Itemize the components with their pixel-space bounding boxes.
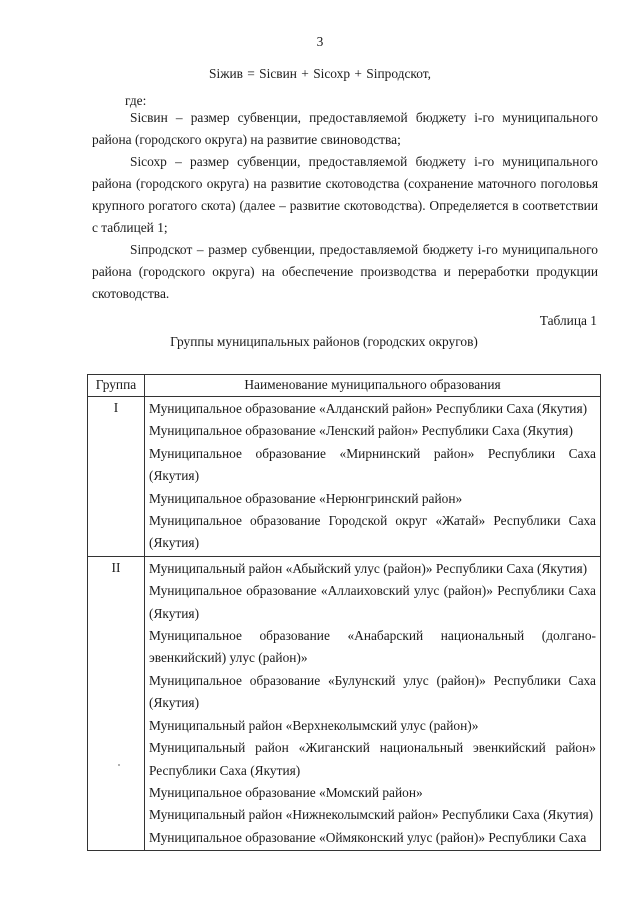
municipality-name: Муниципальное образование «Нерюнгринский район» [149, 490, 463, 506]
paragraph-siпродскот: Siпродскот – размер субвенции, предоставляемой бюджету i-го муниципального района (городского округа) на обеспечение производства и переработки продукции скотоводства. [92, 242, 598, 301]
page-number: 3 [316, 34, 324, 49]
municipality-name: Муниципальное образование «Ленский район» Республики Саха (Якутия) [149, 423, 573, 439]
scan-dot [118, 764, 120, 766]
municipality-name: Муниципальный район «Нижнеколымский район» Республики Саха (Якутия) [149, 807, 594, 823]
names-cell [145, 397, 601, 557]
municipality-name: Муниципальное образование «Момский район» [149, 784, 423, 800]
paragraph-siсохр: Siсохр – размер субвенции, предоставляемой бюджету i-го муниципального района (городского округа) на развитие скотоводства (сохранение маточного поголовья крупного рогатого скота) (далее – развитие скотоводства). Определяется в соответствии с таблицей 1; [92, 154, 598, 235]
table-row [88, 556, 601, 850]
header-name: Наименование муниципального образования [145, 375, 601, 397]
municipality-name: Муниципальный район «Верхнеколымский улус (район)» [149, 717, 479, 733]
group-cell: II [88, 556, 145, 850]
municipality-name: Муниципальное образование Городской округ «Жатай» Республики Саха (Якутия) [149, 513, 596, 551]
where-label: где: [125, 93, 147, 108]
table-title: Группы муниципальных районов (городских округов) [170, 334, 478, 349]
paragraph-siсвин: Siсвин – размер субвенции, предоставляемой бюджету i-го муниципального района (городского округа) на развитие свиноводства; [92, 110, 598, 147]
municipality-name: Муниципальное образование «Анабарский национальный (долгано-эвенкийский) улус (район)» [149, 628, 596, 666]
municipality-name: Муниципальный район «Абыйский улус (район)» Республики Саха (Якутия) [149, 560, 588, 576]
table-header-row [88, 375, 601, 397]
municipality-name: Муниципальное образование «Аллаиховский улус (район)» Республики Саха (Якутия) [149, 583, 596, 621]
group-cell: I [88, 397, 145, 557]
municipality-name: Муниципальное образование «Оймяконский улус (район)» Республики Саха [149, 829, 587, 845]
table-label: Таблица 1 [539, 313, 597, 328]
names-cell [145, 556, 601, 850]
municipality-name: Муниципальный район «Жиганский национальный эвенкийский район» Республики Саха (Якутия) [149, 740, 596, 778]
municipality-name: Муниципальное образование «Алданский район» Республики Саха (Якутия) [149, 401, 588, 416]
header-group: Группа [88, 375, 145, 397]
table-row [88, 397, 601, 557]
groups-table [87, 374, 601, 851]
municipality-name: Муниципальное образование «Булунский улус (район)» Республики Саха (Якутия) [149, 672, 596, 711]
municipality-name: Муниципальное образование «Мирнинский район» Республики Саха (Якутия) [149, 445, 596, 484]
formula: Siжив = Siсвин + Siсохр + Siпродскот, [209, 66, 431, 81]
